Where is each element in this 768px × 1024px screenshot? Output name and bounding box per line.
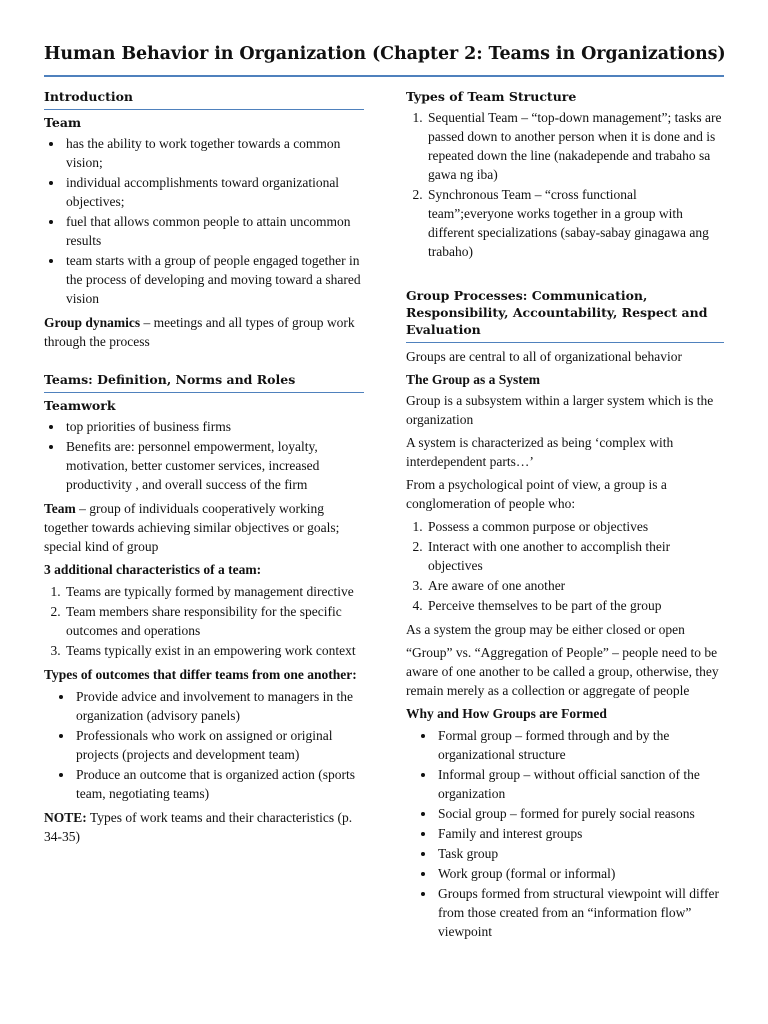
groups-formed-list xyxy=(406,726,724,941)
list-item: • team starts with a group of people engaged together in the process of developing and moving toward a shared vision xyxy=(64,251,364,308)
group-members-list xyxy=(406,517,724,615)
list-item: • Groups formed from structural viewpoint will differ from those created from an “information flow” viewpoint xyxy=(436,884,724,941)
list-item: • Professionals who work on assigned or original projects (projects and development team) xyxy=(74,726,364,764)
system-paragraph: A system is characterized as being ‘complex with interdependent parts…’ xyxy=(406,435,674,469)
closed-open-paragraph: As a system the group may be either closed or open xyxy=(406,622,685,637)
teamwork-list xyxy=(44,417,364,494)
list-item: 4. Perceive themselves to be part of the group xyxy=(426,596,724,615)
title-divider xyxy=(44,75,724,77)
groups-formed-heading: Why and How Groups are Formed xyxy=(406,706,607,721)
team-list xyxy=(44,134,364,308)
team-definition-term: Team xyxy=(44,501,76,516)
introduction-heading: Introduction xyxy=(44,88,364,110)
note-text: Types of work teams and their characteristics (p. 34-35) xyxy=(44,810,353,844)
groups-central-paragraph: Groups are central to all of organizational behavior xyxy=(406,349,683,364)
group-dynamics-definition: – meetings and all types of group work through the process xyxy=(44,315,355,349)
list-item: • Formal group – formed through and by the organizational structure xyxy=(436,726,724,764)
aggregation-paragraph: “Group” vs. “Aggregation of People” – people need to be aware of one another to be called a group, otherwise, they remain merely as a collection or aggregate of people xyxy=(406,645,719,698)
system-paragraph: From a psychological point of view, a group is a conglomeration of people who: xyxy=(406,477,667,511)
group-dynamics-paragraph xyxy=(44,313,364,351)
team-heading: Team xyxy=(44,115,82,130)
list-item: • Social group – formed for purely social reasons xyxy=(436,804,724,823)
team-structure-heading: Types of Team Structure xyxy=(406,89,577,104)
outcomes-list xyxy=(44,687,364,803)
team-structure-list xyxy=(406,108,724,261)
list-item: • Work group (formal or informal) xyxy=(436,864,724,883)
note-paragraph xyxy=(44,808,364,846)
list-item: • individual accomplishments toward organizational objectives; xyxy=(64,173,364,211)
list-item: 1. Possess a common purpose or objectives xyxy=(426,517,724,536)
characteristics-list xyxy=(44,582,364,660)
list-item: • Benefits are: personnel empowerment, loyalty, motivation, better customer services, increased productivity , and overall success of the firm xyxy=(64,437,364,494)
list-item: • Produce an outcome that is organized action (sports team, negotiating teams) xyxy=(74,765,364,803)
outcomes-heading: Types of outcomes that differ teams from one another: xyxy=(44,667,357,682)
list-item: • top priorities of business firms xyxy=(64,417,364,436)
list-item: • Family and interest groups xyxy=(436,824,724,843)
teamwork-heading: Teamwork xyxy=(44,398,116,413)
team-definition-paragraph xyxy=(44,499,364,556)
note-label: NOTE: xyxy=(44,810,87,825)
list-item: • Task group xyxy=(436,844,724,863)
page-title: Human Behavior in Organization (Chapter 2: Teams in Organizations) xyxy=(44,44,726,64)
list-item: 2. Synchronous Team – “cross functional team”;everyone works together in a group with different specializations (sabay-sabay ginagawa ang trabaho) xyxy=(426,185,724,261)
list-item: 1. Teams are typically formed by management directive xyxy=(64,582,364,601)
system-paragraph: Group is a subsystem within a larger system which is the organization xyxy=(406,393,714,427)
team-definition-text: – group of individuals cooperatively working together towards achieving similar objectives or goals; special kind of group xyxy=(44,501,340,554)
group-dynamics-term: Group dynamics xyxy=(44,315,141,330)
group-system-heading: The Group as a System xyxy=(406,372,541,387)
list-item: • Provide advice and involvement to managers in the organization (advisory panels) xyxy=(74,687,364,725)
right-column xyxy=(406,88,724,946)
group-processes-heading: Group Processes: Communication, Responsibility, Accountability, Respect and Evaluation xyxy=(406,287,724,343)
list-item: 3. Are aware of one another xyxy=(426,576,724,595)
characteristics-heading: 3 additional characteristics of a team: xyxy=(44,562,262,577)
list-item: 2. Team members share responsibility for the specific outcomes and operations xyxy=(64,602,364,640)
teams-definition-heading: Teams: Definition, Norms and Roles xyxy=(44,371,364,393)
left-column xyxy=(44,88,364,850)
list-item: 2. Interact with one another to accomplish their objectives xyxy=(426,537,724,575)
list-item: • Informal group – without official sanction of the organization xyxy=(436,765,724,803)
list-item: 3. Teams typically exist in an empowering work context xyxy=(64,641,364,660)
list-item: • fuel that allows common people to attain uncommon results xyxy=(64,212,364,250)
list-item: 1. Sequential Team – “top-down management”; tasks are passed down to another person when it is done and is repeated down the line (nakadepende and trabaho sa gawa ng iba) xyxy=(426,108,724,184)
list-item: • has the ability to work together towards a common vision; xyxy=(64,134,364,172)
